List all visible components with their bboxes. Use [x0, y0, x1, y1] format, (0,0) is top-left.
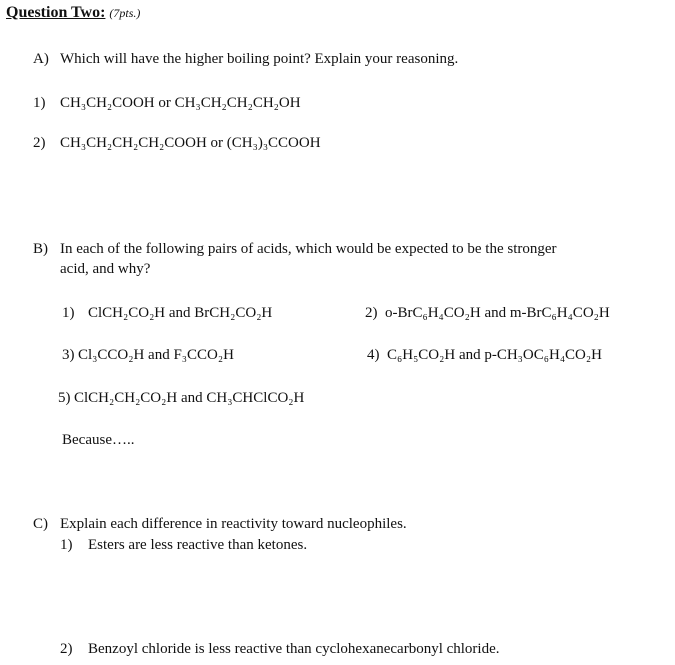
part-a-label: A)	[33, 51, 49, 67]
part-a-question: Which will have the higher boiling point? Explain your reasoning.	[60, 51, 459, 67]
question-title	[6, 4, 140, 22]
title-text: Question Two:	[6, 4, 106, 21]
part-b-item-5-text: ClCH₂CH₂CO₂H and CH₃CHClCO₂H	[74, 390, 305, 406]
part-c-item-2-text: Benzoyl chloride is less reactive than cyclohexanecarbonyl chloride.	[88, 641, 500, 657]
part-c-item-2-number: 2)	[60, 641, 73, 657]
part-c-item-1-number: 1)	[60, 537, 73, 553]
part-b-item-3-text: Cl₃CCO₂H and F₃CCO₂H	[78, 347, 234, 363]
part-b-item-4-number: 4)	[367, 347, 380, 363]
part-b-item-1-number: 1)	[62, 305, 75, 321]
part-c-question: Explain each difference in reactivity toward nucleophiles.	[60, 516, 407, 532]
part-a-item-2-number: 2)	[33, 135, 46, 151]
part-b-item-2-text: o-BrC₆H₄CO₂H and m-BrC₆H₄CO₂H	[385, 305, 610, 321]
part-a-item-2-text: CH₃CH₂CH₂CH₂COOH or (CH₃)₃CCOOH	[60, 135, 321, 151]
part-b-question-line-1: In each of the following pairs of acids, which would be expected to be the stronger	[60, 241, 557, 257]
part-b-item-2-number: 2)	[365, 305, 378, 321]
part-b-item-5-number: 5)	[58, 390, 71, 406]
part-b-question-line-2: acid, and why?	[60, 261, 151, 277]
part-a-item-1-number: 1)	[33, 95, 46, 111]
part-a-item-1-text: CH₃CH₂COOH or CH₃CH₂CH₂CH₂OH	[60, 95, 301, 111]
points-label: (7pts.)	[109, 6, 141, 20]
part-c-item-1-text: Esters are less reactive than ketones.	[88, 537, 308, 553]
part-b-item-3-number: 3)	[62, 347, 75, 363]
part-b-label: B)	[33, 241, 48, 257]
because-label: Because…..	[62, 432, 135, 448]
part-c-label: C)	[33, 516, 48, 532]
part-b-item-4-text: C₆H₅CO₂H and p-CH₃OC₆H₄CO₂H	[387, 347, 602, 363]
part-b-item-1-text: ClCH₂CO₂H and BrCH₂CO₂H	[88, 305, 273, 321]
